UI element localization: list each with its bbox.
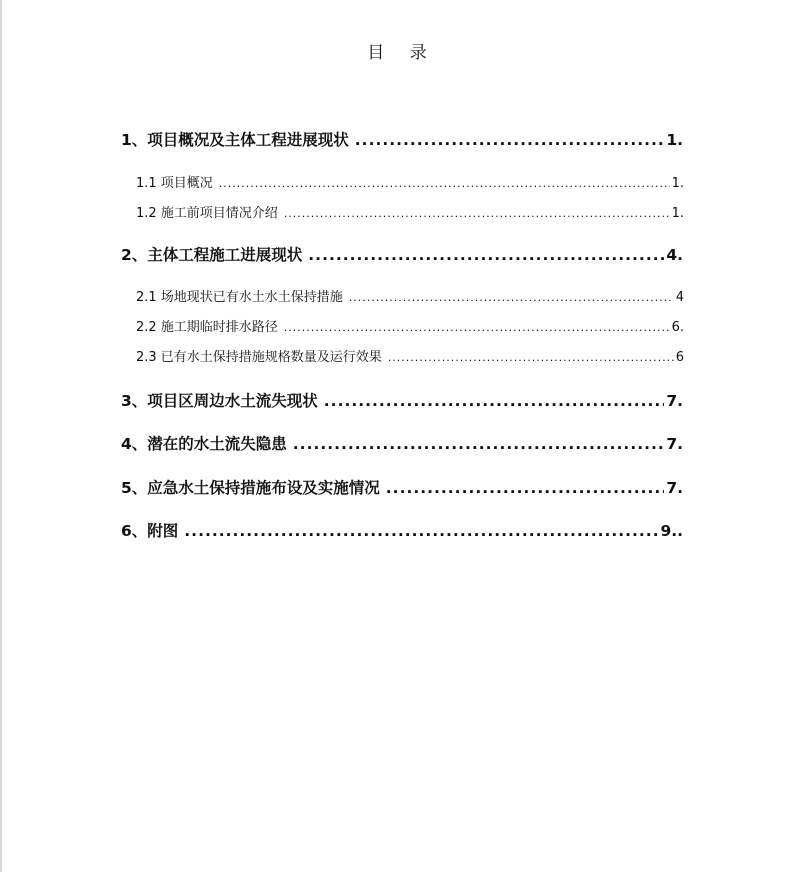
toc-entry-page: 7.: [666, 392, 683, 410]
toc-entry-2-1[interactable]: [136, 286, 684, 305]
toc-entry-page: 1.: [666, 131, 683, 149]
page-title: 目 录: [367, 43, 437, 63]
toc-entry-label: 1.1 项目概况: [136, 176, 213, 191]
toc-entry-page: 7.: [666, 435, 683, 453]
toc-entry-page: 6: [675, 350, 684, 365]
toc-dot-leader: [284, 321, 670, 334]
toc-entry-4[interactable]: [121, 432, 683, 454]
toc-entry-2-3[interactable]: [136, 346, 684, 365]
toc-entry-page: 1.: [671, 176, 684, 191]
toc-entry-label: 6、附图: [121, 522, 179, 540]
toc-entry-1-2[interactable]: [136, 202, 684, 221]
toc-entry-label: 2.2 施工期临时排水路径: [136, 320, 278, 335]
toc-entry-label: 4、潜在的水土流失隐患: [121, 435, 287, 453]
toc-dot-leader: [293, 435, 665, 453]
toc-dot-leader: [324, 392, 665, 410]
toc-entry-label: 2.3 已有水土保持措施规格数量及运行效果: [136, 350, 382, 365]
toc-entry-label: 1、项目概况及主体工程进展现状: [121, 131, 349, 149]
toc-dot-leader: [284, 207, 670, 220]
toc-entry-5[interactable]: [121, 476, 683, 498]
page-edge: [0, 0, 2, 872]
toc-entry-1-1[interactable]: [136, 172, 684, 191]
toc-entry-label: 2、主体工程施工进展现状: [121, 246, 303, 264]
toc-dot-leader: [355, 131, 665, 149]
toc-entry-label: 3、项目区周边水土流失现状: [121, 392, 318, 410]
toc-entry-page: 7.: [666, 479, 683, 497]
toc-entry-label: 2.1 场地现状已有水土水土保持措施: [136, 290, 343, 305]
toc-entry-2-2[interactable]: [136, 316, 684, 335]
toc-entry-2[interactable]: [121, 243, 683, 265]
toc-entry-label: 5、应急水土保持措施布设及实施情况: [121, 479, 380, 497]
toc-dot-leader: [388, 351, 674, 364]
toc-entry-1[interactable]: [121, 128, 683, 150]
toc-dot-leader: [349, 291, 674, 304]
toc-entry-page: 6.: [671, 320, 684, 335]
toc-entry-page: 1.: [671, 206, 684, 221]
toc-dot-leader: [386, 479, 665, 497]
toc-dot-leader: [184, 522, 658, 540]
toc-entry-label: 1.2 施工前项目情况介绍: [136, 206, 278, 221]
toc-entry-page: 4: [675, 290, 684, 305]
toc-dot-leader: [308, 246, 664, 264]
toc-entry-3[interactable]: [121, 389, 683, 411]
toc-entry-page: 9..: [660, 522, 683, 540]
toc-entry-page: 4.: [666, 246, 683, 264]
toc-entry-6[interactable]: [121, 519, 683, 541]
toc-dot-leader: [219, 177, 670, 190]
